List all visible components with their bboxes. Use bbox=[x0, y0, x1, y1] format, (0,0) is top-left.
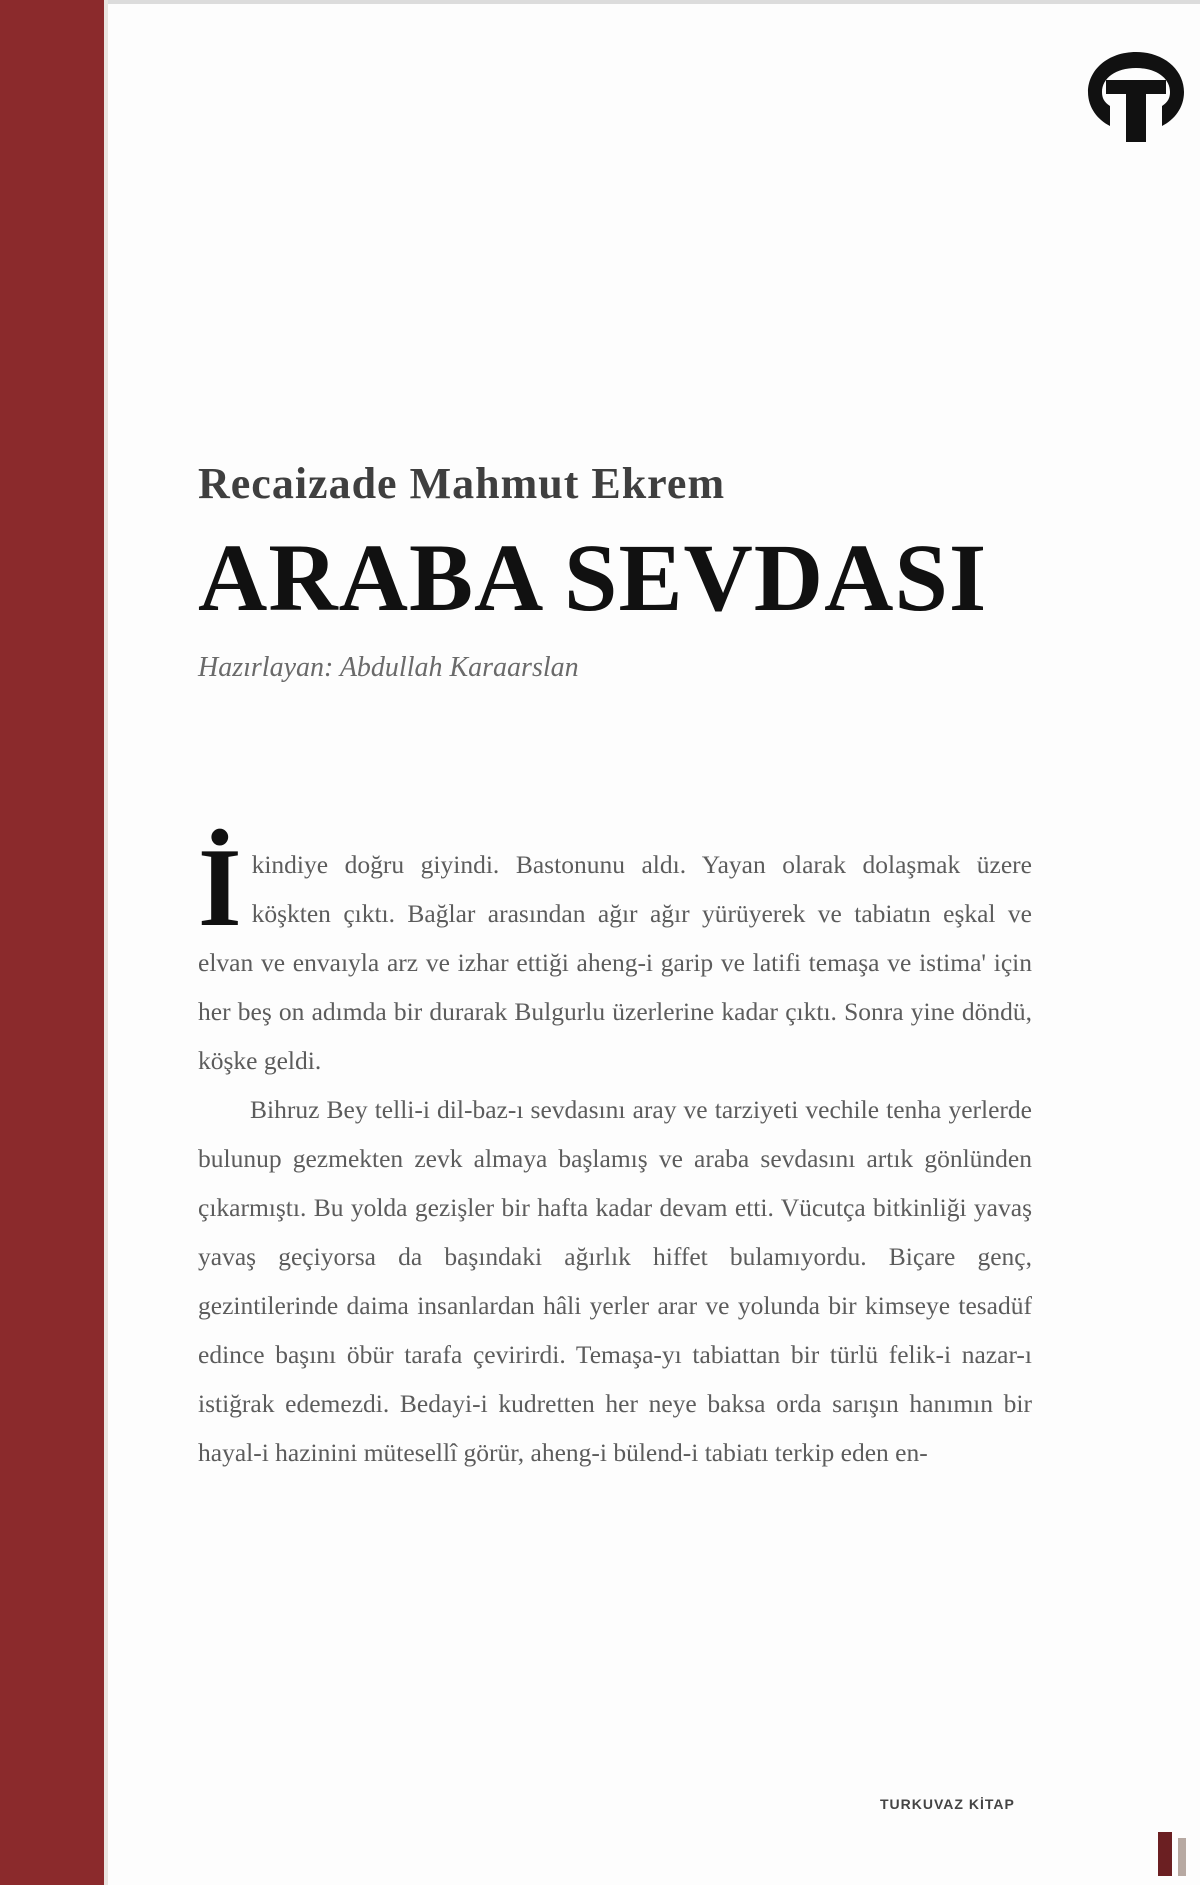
excerpt-paragraph-1 bbox=[198, 826, 1032, 1085]
drop-cap: İ bbox=[198, 826, 242, 950]
paragraph-1-text: kindiye doğru giyindi. Bastonunu aldı. Yayan olarak dolaşmak üzere köşkten çıktı. Bağlar arasından ağır ağır yürüyerek ve tabiatın eşkal ve elvan ve envaıyla arz ve izhar ettiği aheng-i garip ve latifi temaşa ve istima' için her beş on adımda bir durarak Bulgurlu üzerlerine kadar çıktı. Sonra yine döndü, köşke geldi. bbox=[198, 850, 1032, 1075]
book-title: ARABA SEVDASI bbox=[198, 524, 988, 631]
publisher-imprint: TURKUVAZ KİTAP bbox=[880, 1796, 1015, 1812]
author-name: Recaizade Mahmut Ekrem bbox=[198, 459, 726, 508]
excerpt-text bbox=[198, 826, 1032, 1477]
editor-credit: Hazırlayan: Abdullah Karaarslan bbox=[198, 652, 579, 683]
publisher-t-logo-icon bbox=[1084, 48, 1188, 144]
corner-mark bbox=[1158, 1832, 1172, 1876]
corner-mark-secondary bbox=[1178, 1838, 1186, 1876]
excerpt-paragraph-2: Bihruz Bey telli-i dil-baz-ı sevdasını aray ve tarziyeti vechile tenha yerlerde bulunup gezmekten zevk almaya başlamış ve araba sevdasını artık gönlünden çıkarmıştı. Bu yolda gezişler bir hafta kadar devam etti. Vücutça bitkinliği yavaş yavaş geçiyorsa da başındaki ağırlık hiffet bulamıyordu. Biçare genç, gezintilerinde daima insanlardan hâli yerler arar ve yolunda bir kimseye tesadüf edince başını öbür tarafa çevirirdi. Temaşa-yı tabiattan bir türlü felik-i nazar-ı istiğrak edemezdi. Bedayi-i kudretten her neye baksa orda sarışın hanımın bir hayal-i hazinini mütesellî görür, aheng-i bülend-i tabiatı terkip eden en- bbox=[198, 1095, 1032, 1467]
spine-edge bbox=[104, 0, 108, 1885]
top-border bbox=[108, 0, 1200, 4]
cover-spine-band bbox=[0, 0, 104, 1885]
